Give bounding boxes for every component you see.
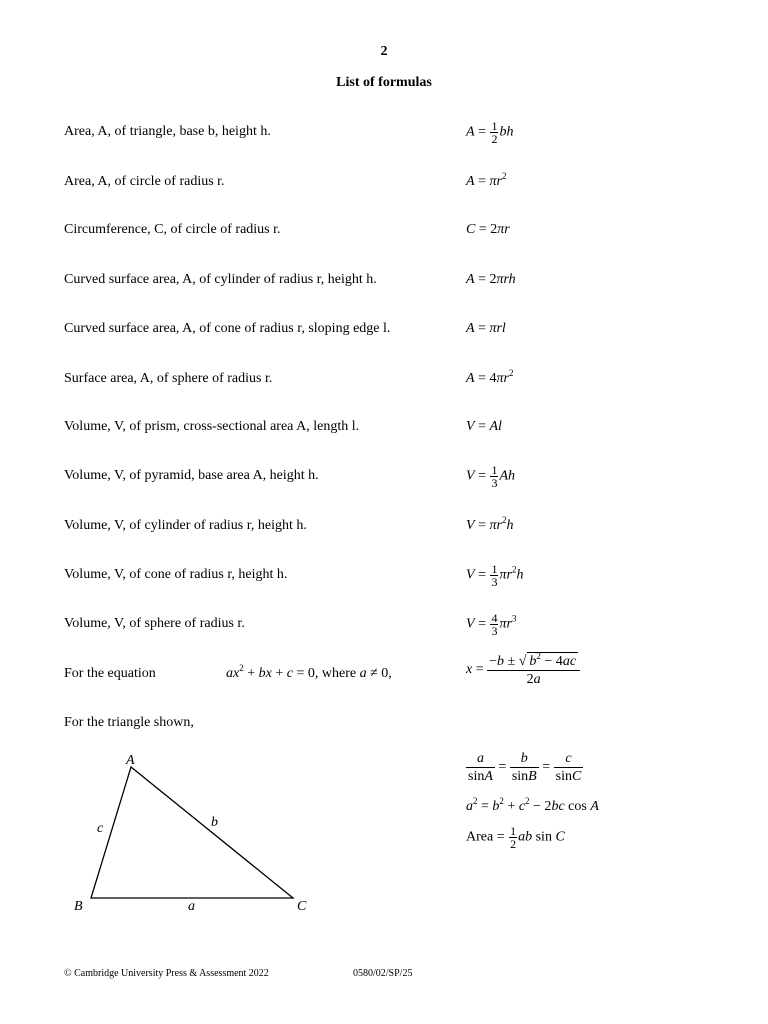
formula-description: Area, A, of circle of radius r. (64, 174, 225, 189)
footer-copyright: © Cambridge University Press & Assessment 2022 (64, 968, 269, 979)
quadratic-equation: $ax^2$ + bx + c = 0, where a ≠ 0, (226, 663, 392, 681)
formula-expression: A = 2πrh (466, 272, 516, 287)
page-title: List of formulas (336, 75, 432, 90)
formula-expression: V = Al (466, 419, 502, 434)
formula-row-pyramid-volume (0, 464, 768, 488)
triangle-diagram (60, 745, 320, 920)
formula-description: Surface area, A, of sphere of radius r. (64, 371, 273, 386)
formula-expression: V = $\frac{4}{3}$ $\pi r^3$ (466, 611, 517, 638)
vertex-label-c: C (297, 899, 307, 914)
quadratic-label: For the equation (64, 666, 156, 681)
formula-description: Volume, V, of sphere of radius r. (64, 616, 245, 631)
formula-description: Volume, V, of prism, cross-sectional area A, length l. (64, 419, 360, 434)
formula-expression: A = $\frac{1}{2}$ bh (466, 119, 514, 146)
formula-description: Area, A, of triangle, base b, height h. (64, 124, 271, 139)
formula-row-circumference (0, 218, 768, 242)
formula-row-circle-area (0, 170, 768, 194)
triangle-area-formula: Area = $\frac{1}{2}$ ab sin C (466, 824, 565, 851)
formula-expression: V = $\frac{1}{3}$ Ah (466, 463, 516, 490)
formula-expression: $A = 4\pi r^2$ (466, 368, 514, 386)
formula-row-cone-curved-area (0, 317, 768, 341)
formula-row-triangle-area (0, 120, 768, 144)
side-label-a: a (188, 899, 195, 914)
formula-expression: $A = \pi r^2$ (466, 171, 507, 189)
vertex-label-b: B (74, 899, 83, 914)
side-label-b: b (211, 815, 218, 830)
formula-description: Volume, V, of cylinder of radius r, height h. (64, 518, 307, 533)
formula-row-cylinder-volume (0, 514, 768, 538)
quadratic-formula: x = $\frac{-b \pm √ b^2 - 4ac}{2a}$ (466, 652, 580, 688)
formula-description: Volume, V, of pyramid, base area A, height h. (64, 468, 319, 483)
cosine-rule: $a^2 = b^2 + c^2 - 2bc$ cos A (466, 796, 599, 814)
formula-description: Circumference, C, of circle of radius r. (64, 222, 281, 237)
formula-row-cone-volume (0, 563, 768, 587)
formula-row-sphere-volume (0, 612, 768, 636)
page-number: 2 (380, 44, 388, 59)
sine-rule: $\frac{a}{\sin A}$ = $\frac{b}{\sin B}$ = $\frac{c}{\sin C}$ (468, 751, 582, 784)
formula-row-sphere-area (0, 367, 768, 391)
side-label-c: c (97, 821, 104, 836)
formula-description: Volume, V, of cone of radius r, height h. (64, 567, 288, 582)
triangle-shape (91, 767, 293, 898)
formula-expression: A = πrl (466, 321, 506, 336)
formula-row-cylinder-curved-area (0, 268, 768, 292)
formula-row-prism-volume (0, 415, 768, 439)
triangle-section-label: For the triangle shown, (64, 715, 194, 730)
formula-expression: $V = \pi r^2h$ (466, 515, 514, 533)
vertex-label-a: A (126, 753, 135, 768)
formula-expression: C = 2πr (466, 222, 510, 237)
quadratic-row (0, 651, 768, 687)
footer-code: 0580/02/SP/25 (353, 968, 413, 979)
formula-expression: V = $\frac{1}{3}$ $\pi r^2h$ (466, 562, 524, 589)
formula-description: Curved surface area, A, of cylinder of radius r, height h. (64, 272, 377, 287)
formula-description: Curved surface area, A, of cone of radius r, sloping edge l. (64, 321, 391, 336)
